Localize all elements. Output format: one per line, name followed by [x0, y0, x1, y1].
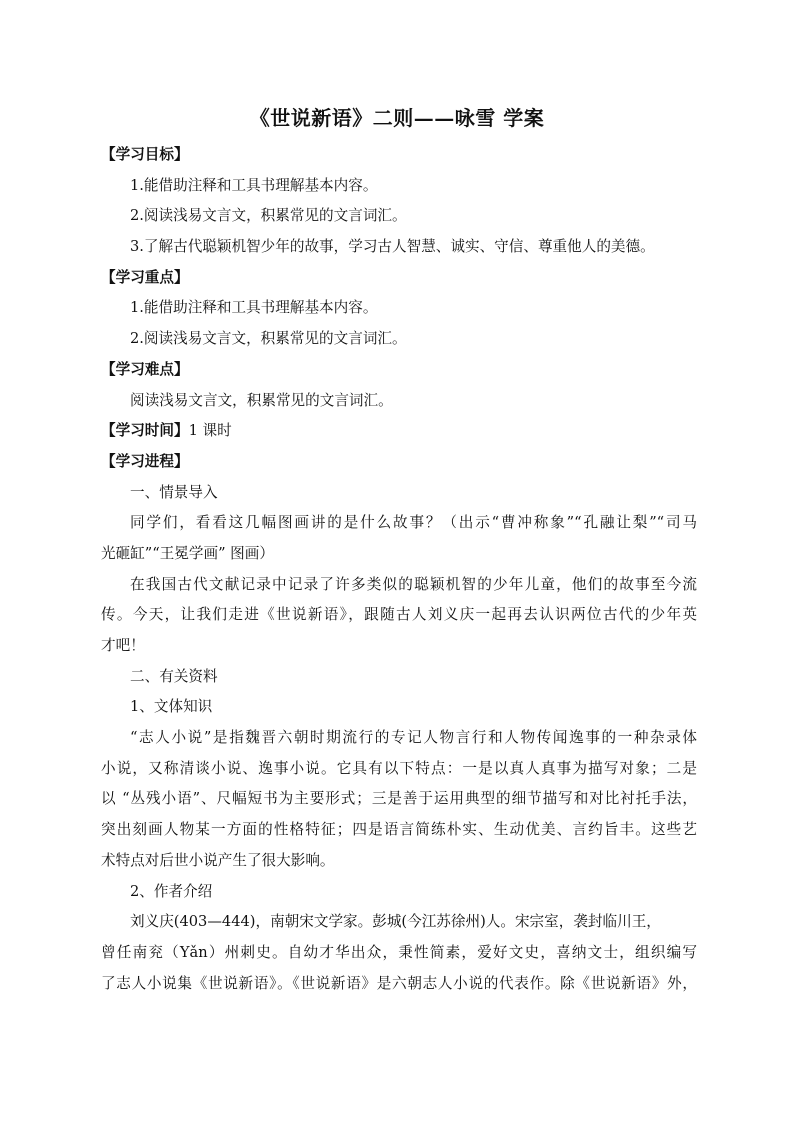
- paragraph-line: 刘义庆(403—444)，南朝宋文学家。彭城(今江苏徐州)人。宋宗室，袭封临川王，: [130, 913, 661, 931]
- paragraph-line: 突出刻画人物某一方面的性格特征；四是语言简练朴实、生动优美、言约旨丰。这些艺: [101, 821, 697, 839]
- goal-item: 1.能借助注释和工具书理解基本内容。: [130, 176, 378, 194]
- process-heading: 【学习进程】: [101, 452, 189, 470]
- paragraph-line: 光砸缸”“王冕学画” 图画）: [101, 544, 274, 562]
- document-body: [101, 140, 697, 999]
- paragraph-line: 术特点对后世小说产生了很大影响。: [101, 851, 335, 869]
- goals-heading: 【学习目标】: [101, 146, 189, 163]
- step-heading: 二、有关资料: [130, 667, 218, 685]
- paragraph-line: 了志人小说集《世说新语》。《世说新语》是六朝志人小说的代表作。除《世说新语》外，: [101, 974, 697, 992]
- time-row: [101, 416, 697, 447]
- subsection-heading: 1、文体知识: [130, 698, 213, 716]
- difficulty-heading: 【学习难点】: [101, 360, 189, 378]
- paragraph-line: 同学们，看看这几幅图画讲的是什么故事？（出示“曹冲称象”“孔融让梨”“司马: [130, 514, 697, 532]
- time-heading: 【学习时间】: [101, 422, 189, 440]
- page-title: 《世说新语》二则——咏雪 学案: [249, 106, 545, 130]
- key-item: 2.阅读浅易文言文，积累常见的文言词汇。: [130, 330, 407, 348]
- step-heading: 一、情景导入: [130, 483, 218, 501]
- paragraph-line: “志人小说”是指魏晋六朝时期流行的专记人物言行和人物传闻逸事的一种杂录体: [130, 729, 697, 747]
- difficulty-item: 阅读浅易文言文，积累常见的文言词汇。: [130, 391, 393, 409]
- goal-item: 2.阅读浅易文言文，积累常见的文言词汇。: [130, 207, 407, 225]
- time-value: 1 课时: [188, 422, 232, 440]
- paragraph-line: 小说，又称清谈小说、逸事小说。它具有以下特点：一是以真人真事为描写对象；二是: [101, 759, 697, 777]
- key-item: 1.能借助注释和工具书理解基本内容。: [130, 299, 378, 317]
- paragraph-line: 曾任南兖（Yǎn）州刺史。自幼才华出众，秉性简素，爱好文史，喜纳文士，组织编写: [101, 943, 697, 961]
- goal-item: 3.了解古代聪颖机智少年的故事，学习古人智慧、诚实、守信、尊重他人的美德。: [130, 238, 655, 256]
- paragraph-line: 才吧！: [101, 637, 145, 654]
- paragraph-line: 传。今天，让我们走进《世说新语》，跟随古人刘义庆一起再去认识两位古代的少年英: [101, 606, 697, 624]
- paragraph-line: 在我国古代文献记录中记录了许多类似的聪颖机智的少年儿童，他们的故事至今流: [130, 575, 697, 593]
- key-heading: 【学习重点】: [101, 268, 189, 286]
- subsection-heading: 2、作者介绍: [130, 882, 213, 900]
- paragraph-line: 以 “丛残小语”、尺幅短书为主要形式；三是善于运用典型的细节描写和对比衬托手法，: [101, 790, 697, 808]
